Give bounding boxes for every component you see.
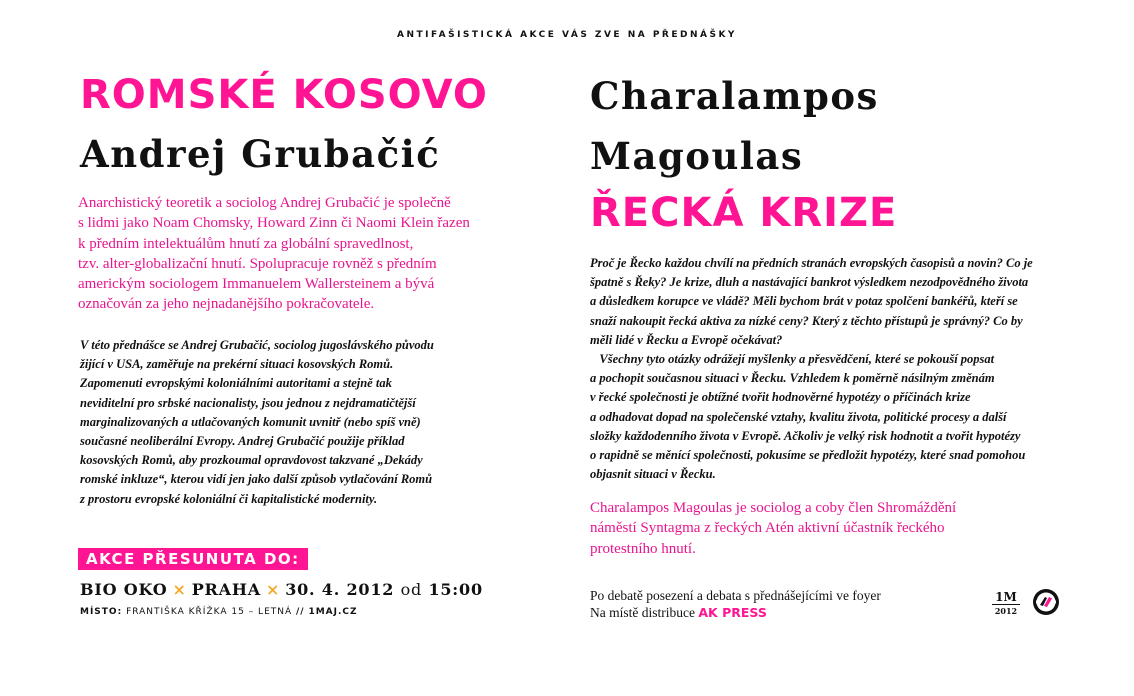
abstract-line: V této přednášce se Andrej Grubačić, sociolog jugoslávského původu [80,338,434,352]
left-bio [78,193,538,315]
bio-line: protestního hnutí. [590,540,696,557]
abstract-line: současné neoliberální Evropy. Andrej Grubačić použije příklad [80,434,405,449]
event-od: od [400,580,423,599]
right-speaker-line1: Charalampos [590,74,879,118]
abstract-line: marginalizovaných a utlačovaných komunit uvnitř (nebo spíš vně) [80,414,421,429]
antifa-logo-icon [1032,588,1060,616]
abstract-line: měli lidé v Řecku a Evropě očekávat? [590,332,783,347]
abstract-line: Proč je Řecko každou chvílí na předních stranách evropských časopisů a novin? Co je [590,256,1033,270]
place-label: MÍSTO: [80,607,123,617]
abstract-line: objasnit situaci v Řecku. [590,467,716,482]
footer-info [590,588,881,621]
separator-icon: × [265,580,281,599]
header-note: ANTIFAŠISTICKÁ AKCE VÁS ZVE NA PŘEDNÁŠKY [397,30,737,40]
abstract-line: Zapomenuti evropskými koloniálními autoritami a stejně tak [80,376,392,391]
logo-1m-text: 1M [995,590,1017,604]
event-venue: BIO OKO [80,580,168,599]
abstract-line: snaží nakoupit řecká aktiva za nízké ceny? Který z těchto přístupů je správný? Co by [590,313,1023,328]
event-date: 30. 4. 2012 [285,580,395,599]
event-place [80,607,358,617]
footer-line2 [590,605,881,622]
bio-line: tzv. alter-globalizační hnutí. Spolupracuje rovněž s předním [78,255,437,272]
bio-line: označován za jeho nejnadanějšího pokračovatele. [78,296,375,313]
abstract-line: kosovských Romů, aby prozkoumal opravdovost takzvané „Dekády [80,453,423,468]
abstract-line: a odhadovat dopad na společenské vztahy, kvalitu života, politické procesy a další [590,409,1007,424]
left-abstract [80,336,540,509]
right-bio [590,498,1050,559]
event-details [80,580,483,599]
right-title: ŘECKÁ KRIZE [590,190,898,236]
abstract-line: z prostoru evropské koloniální či kapitalistické modernity. [80,491,378,506]
abstract-line: v řecké společnosti je obtížné tvořit hodnověrné hypotézy o příčinách krize [590,390,971,405]
separator-icon: × [172,580,187,599]
place-web[interactable]: 1MAJ.CZ [308,607,358,617]
abstract-line: a důsledkem korupce ve vládě? Měli bychom brát v potaz spolčení bankéřů, kteří se [590,294,1018,309]
logo-year: 2012 [992,604,1020,616]
event-time: 15:00 [428,580,483,599]
place-slashes: // [296,607,305,617]
left-title: ROMSKÉ KOSOVO [80,72,488,118]
place-address: FRANTIŠKA KŘÍŽKA 15 – LETNÁ [126,607,293,617]
abstract-line: o rapidně se měnící společnosti, pokusíme se předložit hypotézy, které snad pomohou [590,448,1026,463]
bio-line: Anarchistický teoretik a sociolog Andrej Grubačić je společně [78,195,451,211]
abstract-line: složky každodenního života v Evropě. Ačkoliv je velký risk hodnotit a tvořit hypotézy [590,428,1021,443]
right-speaker-line2: Magoulas [590,134,804,178]
left-speaker: Andrej Grubačić [80,132,441,176]
bio-line: s lidmi jako Noam Chomsky, Howard Zinn či Naomi Klein řazen [78,215,470,232]
abstract-line: neviditelní pro srbské nacionalisty, jsou jednou z nejdramatičtější [80,395,416,410]
footer-line1: Po debatě posezení a debata s přednášejícími ve foyer [590,588,881,603]
event-city: PRAHA [191,580,261,599]
abstract-line: žijící v USA, zaměřuje na prekérní situaci kosovských Romů. [80,357,394,372]
bio-line: k předním intelektuálům hnutí za globální spravedlnost, [78,235,414,252]
bio-line: náměstí Syntagma z řeckých Atén aktivní účastník řeckého [590,520,945,537]
bio-line: americkým sociologem Immanuelem Wallersteinem a bývá [78,276,435,293]
abstract-line: romské inkluze“, kterou vidí jen jako další způsob vytlačování Romů [80,472,433,487]
bio-line: Charalampos Magoulas je sociolog a coby člen Shromáždění [590,500,957,516]
abstract-line: Všechny tyto otázky odrážejí myšlenky a přesvědčení, které se pokouší popsat [590,352,995,367]
postponed-banner: AKCE PŘESUNUTA DO: [78,548,308,570]
ak-press-label: AK PRESS [698,604,767,620]
right-abstract [590,254,1110,484]
footer-line2-prefix: Na místě distribuce [590,604,695,620]
logo-1m [992,592,1020,616]
abstract-line: špatně s Řeky? Je krize, dluh a nastávající bankrot výsledkem nezodpovědného života [590,275,1029,290]
abstract-line: a pochopit současnou situaci v Řecku. Vzhledem k poměrně násilným změnám [590,371,995,386]
